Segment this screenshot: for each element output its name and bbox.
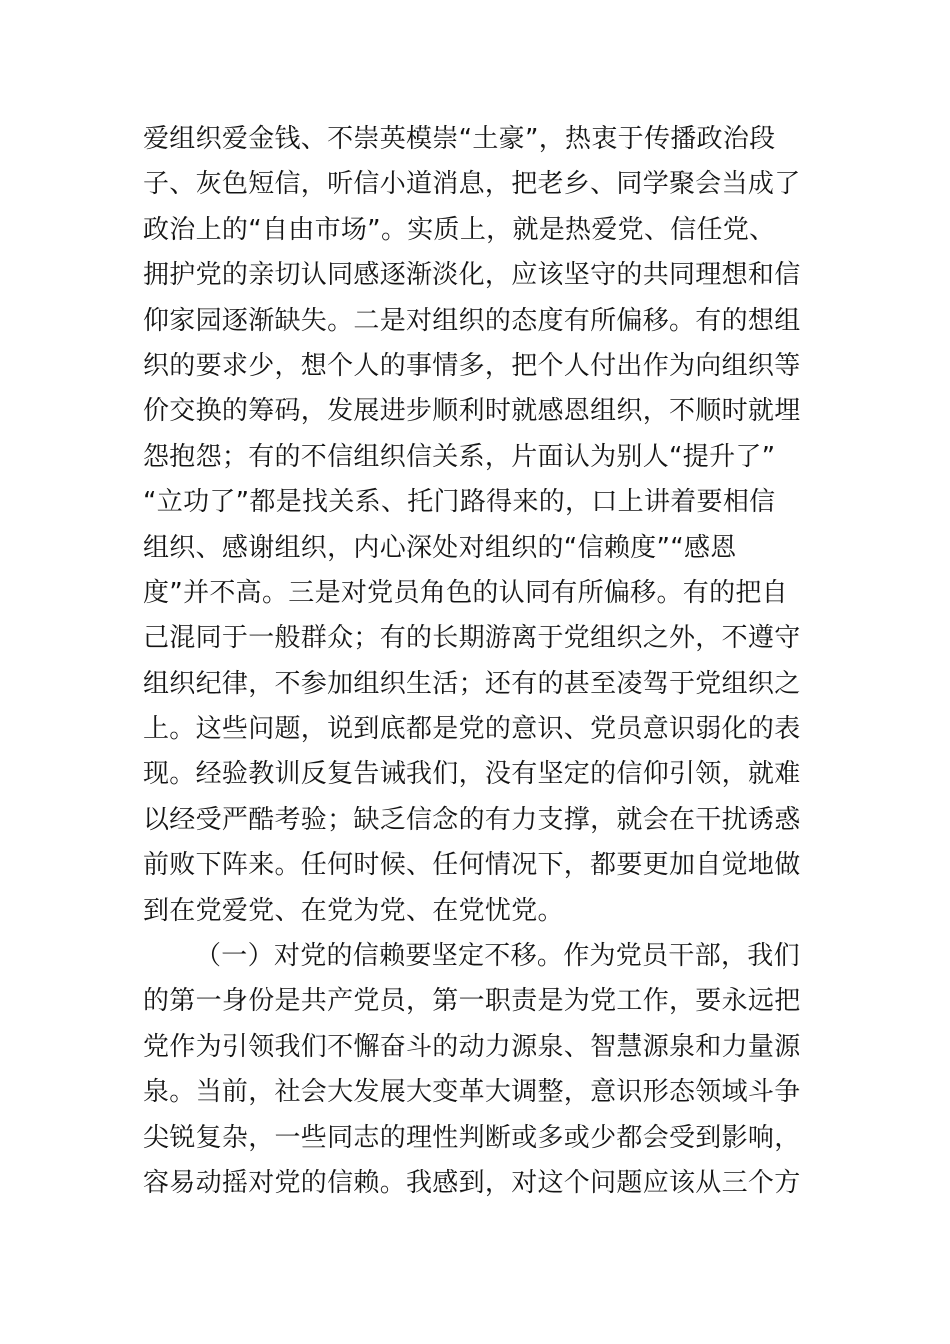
- paragraph-start-line: （一）对党的信赖要坚定不移。作为党员干部，我们: [195, 941, 800, 972]
- text-line: 上。这些问题，说到底都是党的意识、党员意识弱化的表: [143, 714, 801, 745]
- text-line: “立功了”都是找关系、托门路得来的，口上讲着要相信: [143, 487, 776, 518]
- text-line: 泉。当前，社会大发展大变革大调整，意识形态领域斗争: [143, 1077, 801, 1108]
- text-line: 己混同于一般群众；有的长期游离于党组织之外，不遵守: [143, 623, 801, 654]
- text-line: 的第一身份是共产党员，第一职责是为党工作，要永远把: [143, 986, 801, 1017]
- text-line: 子、灰色短信，听信小道消息，把老乡、同学聚会当成了: [143, 169, 801, 200]
- body-text: [143, 117, 813, 1206]
- text-line: 尖锐复杂，一些同志的理性判断或多或少都会受到影响，: [143, 1122, 801, 1153]
- text-line: 党作为引领我们不懈奋斗的动力源泉、智慧源泉和力量源: [143, 1031, 801, 1062]
- text-line: 拥护党的亲切认同感逐渐淡化，应该坚守的共同理想和信: [143, 260, 801, 291]
- text-line: 度”并不高。三是对党员角色的认同有所偏移。有的把自: [143, 577, 788, 608]
- text-line: 组织、感谢组织，内心深处对组织的“信赖度”“感恩: [143, 532, 737, 563]
- text-line: 前败下阵来。任何时候、任何情况下，都要更加自觉地做: [143, 850, 801, 881]
- text-line: 价交换的筹码，发展进步顺利时就感恩组织，不顺时就埋: [143, 396, 801, 427]
- text-line: 怨抱怨；有的不信组织信关系，片面认为别人“提升了”: [143, 441, 776, 472]
- text-line: 容易动摇对党的信赖。我感到，对这个问题应该从三个方: [143, 1167, 801, 1198]
- text-line: 政治上的“自由市场”。实质上，就是热爱党、信任党、: [143, 214, 776, 245]
- text-line: 以经受严酷考验；缺乏信念的有力支撑，就会在干扰诱惑: [143, 804, 801, 835]
- text-line: 织的要求少，想个人的事情多，把个人付出作为向组织等: [143, 350, 801, 381]
- text-line: 到在党爱党、在党为党、在党忧党。: [143, 895, 564, 926]
- text-line: 组织纪律，不参加组织生活；还有的甚至凌驾于党组织之: [143, 668, 801, 699]
- text-line: 仰家园逐渐缺失。二是对组织的态度有所偏移。有的想组: [143, 305, 801, 336]
- text-line: 爱组织爱金钱、不崇英模崇“土豪”，热衷于传播政治段: [143, 124, 776, 154]
- text-line: 现。经验教训反复告诫我们，没有坚定的信仰引领，就难: [143, 759, 801, 790]
